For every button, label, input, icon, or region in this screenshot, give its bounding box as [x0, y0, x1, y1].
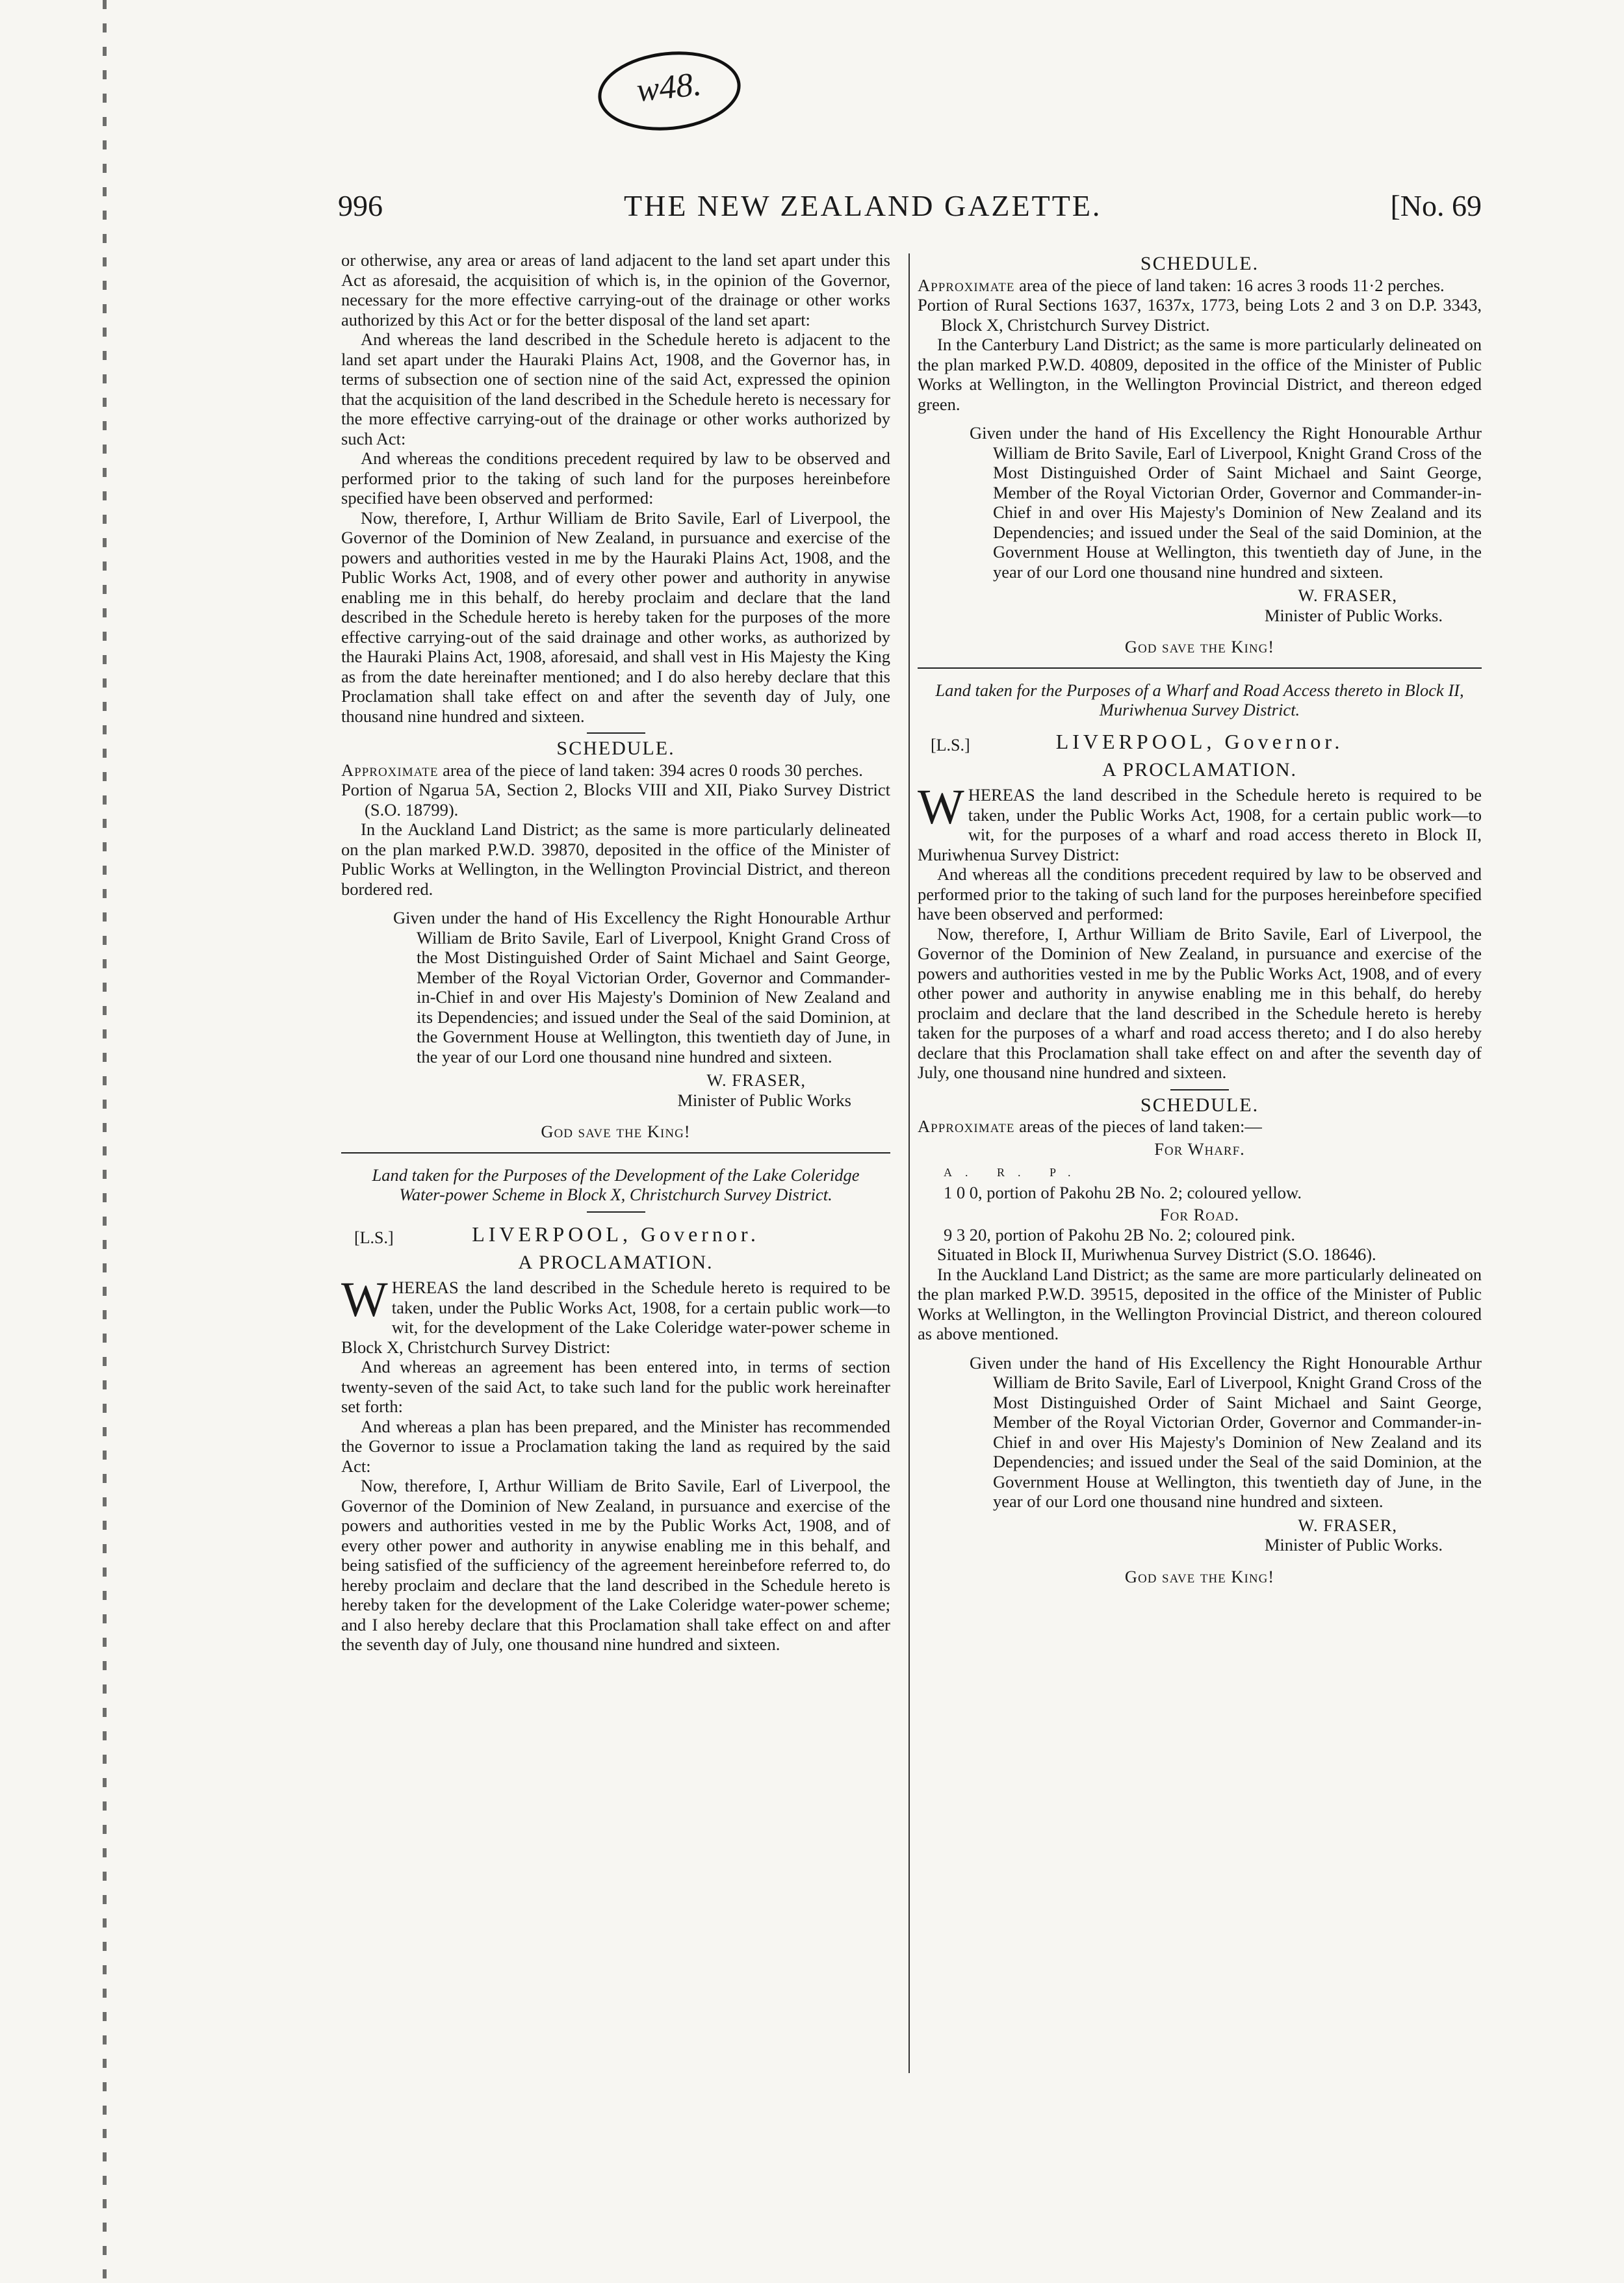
schedule-location: In the Auckland Land District; as the same is more particularly delineated on the plan marked P.W.D. 39870, deposited in the office of the Minister of Public Works at Wellington, in the Wellington Provincial District, and thereon bordered red. [341, 819, 890, 899]
left-column [341, 250, 890, 1655]
schedule-area-label: Approximate [918, 1116, 1015, 1136]
proclamation-title: A PROCLAMATION. [518, 1251, 714, 1273]
gazette-title: THE NEW ZEALAND GAZETTE. [624, 189, 1102, 222]
left-paragraph-4: Now, therefore, I, Arthur William de Brito Savile, Earl of Liverpool, the Governor of the Dominion of New Zealand, in pursuance and exercise of the powers and authorities vested in me by the Hauraki Plains Act, 1908, and the Public Works Act, 1908, and of every other power and authority in anywise enabling me in this behalf, do hereby proclaim and declare that the land described in the Schedule hereto is hereby taken for the purposes of the more effective carrying-out of the said drainage and other works, as authorized by the Hauraki Plains Act, 1908, aforesaid, and shall vest in His Majesty the King as from the date hereinafter mentioned; and I do also hereby declare that this Proclamation shall take effect on and after the seventh day of July, one thousand nine hundred and sixteen. [341, 508, 890, 726]
schedule-heading: SCHEDULE. [1140, 1094, 1259, 1116]
proclamation-paragraph-1 [918, 780, 1482, 864]
wharf-line: 1 0 0, portion of Pakohu 2B No. 2; coloured yellow. [944, 1182, 1302, 1202]
short-rule [587, 732, 645, 734]
column-divider [909, 253, 910, 2073]
issue-number: [No. 69 [1390, 189, 1482, 222]
binding-margin-marks [103, 0, 107, 2283]
left-paragraph-3: And whereas the conditions precedent required by law to be observed and performed prior to the taking of such land for the purposes hereinbefore specified have been observed and performed: [341, 448, 890, 508]
signatory-name: W. FRASER, [1298, 586, 1397, 605]
section-rule [341, 1152, 890, 1154]
schedule-area-text: areas of the pieces of land taken:— [1019, 1116, 1262, 1136]
signatory-name: W. FRASER, [1298, 1515, 1397, 1535]
left-paragraph-1: or otherwise, any area or areas of land adjacent to the land set apart under this Act as aforesaid, the acquisition of which is, in the opinion of the Governor, necessary for the more effective carrying-out of the drainage or other works authorized by this Act or for the better disposal of the land set apart: [341, 250, 890, 329]
short-rule [1170, 1089, 1229, 1090]
proclamation-paragraph-3: And whereas a plan has been prepared, and the Minister has recommended the Governor to issue a Proclamation taking the land as required by the said Act: [341, 1416, 890, 1476]
schedule-location: In the Canterbury Land District; as the same is more particularly delineated on the plan marked P.W.D. 40809, deposited in the office of the Minister of Public Works at Wellington, in the Wellington Provincial District, and thereon edged green. [918, 335, 1482, 414]
god-save-the-king: God save the King! [1124, 637, 1275, 656]
schedule-area-label: Approximate [341, 760, 439, 780]
right-column [918, 250, 1482, 1586]
schedule-area-text: area of the piece of land taken: 16 acres 3 roods 11·2 perches. [1019, 275, 1445, 295]
schedule-area [341, 760, 890, 780]
short-rule [587, 1211, 645, 1213]
schedule-portion: Portion of Ngarua 5A, Section 2, Blocks VIII and XII, Piako Survey District (S.O. 18799). [341, 780, 890, 819]
signatory-name: W. FRASER, [706, 1070, 806, 1090]
schedule-location: In the Auckland Land District; as the same are more particularly delineated on the plan marked P.W.D. 39515, deposited in the office of the Minister of Public Works at Wellington, in the Wellington Provincial District, and thereon coloured as above mentioned. [918, 1264, 1482, 1343]
signatory-title: Minister of Public Works. [1264, 605, 1443, 625]
schedule-heading: SCHEDULE. [1140, 253, 1259, 274]
signatory-title: Minister of Public Works [677, 1090, 851, 1110]
god-save-the-king: God save the King! [541, 1122, 691, 1141]
section-title: Land taken for the Purposes of a Wharf and Road Access thereto in Block II, Muriwhenua Survey District. [935, 680, 1464, 719]
drop-cap: W [341, 1272, 388, 1327]
seal-mark: [L.S.] [931, 735, 970, 755]
proclamation-paragraph-4: Now, therefore, I, Arthur William de Brito Savile, Earl of Liverpool, the Governor of the Dominion of New Zealand, in pursuance and exercise of the powers and authorities vested in me by the Public Works Act, 1908, and of every other power and authority in anywise enabling me in this behalf, and being satisfied of the sufficiency of the agreement hereinbefore referred to, do hereby proclaim and declare that the land described in the Schedule hereto is hereby taken for the development of the Lake Coleridge water-power scheme; and I also hereby declare that this Proclamation shall take effect on and after the seventh day of July, one thousand nine hundred and sixteen. [341, 1476, 890, 1654]
stamp-text: w48. [634, 65, 703, 110]
schedule-area-label: Approximate [918, 275, 1015, 295]
proclamation-paragraph-3: Now, therefore, I, Arthur William de Brito Savile, Earl of Liverpool, the Governor of the Dominion of New Zealand, in pursuance and exercise of the powers and authorities vested in me by the Public Works Act, 1908, and of every other power and authority in anywise enabling me in this behalf, do hereby proclaim and declare that the land described in the Schedule hereto is hereby taken for the purposes of a wharf and road access thereto; and I do also hereby declare that this Proclamation shall take effect on and after the seventh day of July, one thousand nine hundred and sixteen. [918, 923, 1482, 1082]
schedule-portion: Portion of Rural Sections 1637, 1637x, 1773, being Lots 2 and 3 on D.P. 3343, Block X, Christchurch Survey District. [918, 295, 1482, 335]
page-number: 996 [338, 189, 383, 222]
proclamation-text-1: HEREAS the land described in the Schedule hereto is required to be taken, under the Public Works Act, 1908, for a certain public work—to wit, for the purposes of a wharf and road access thereto in Block II, Muriwhenua Survey District: [918, 785, 1482, 864]
seal-mark: [L.S.] [354, 1228, 394, 1247]
for-wharf-heading: For Wharf. [1154, 1139, 1245, 1159]
arp-heading: A. R. P. [944, 1166, 1084, 1179]
handwritten-stamp [594, 45, 744, 137]
section-title: Land taken for the Purposes of the Development of the Lake Coleridge Water-power Scheme in Block X, Christchurch Survey District. [372, 1165, 860, 1204]
proclamation-paragraph-2: And whereas all the conditions precedent required by law to be observed and performed prior to the taking of such land for the purposes hereinbefore specified have been observed and performed: [918, 864, 1482, 923]
given-under-hand: Given under the hand of His Excellency the Right Honourable Arthur William de Brito Savile, Earl of Liverpool, Knight Grand Cross of the Most Distinguished Order of Saint Michael and Saint George, Member of the Royal Victorian Order, Governor and Commander-in-Chief in and over His Majesty's Dominion of New Zealand and its Dependencies; and issued under the Seal of the said Dominion, at the Government House at Wellington, this twentieth day of June, in the year of our Lord one thousand nine hundred and sixteen. [970, 1352, 1482, 1511]
governor-name: LIVERPOOL, Governor. [472, 1222, 760, 1246]
proclamation-paragraph-1 [341, 1272, 890, 1357]
given-under-hand: Given under the hand of His Excellency the Right Honourable Arthur William de Brito Savile, Earl of Liverpool, Knight Grand Cross of the Most Distinguished Order of Saint Michael and Saint George, Member of the Royal Victorian Order, Governor and Commander-in-Chief in and over His Majesty's Dominion of New Zealand and its Dependencies; and issued under the Seal of the said Dominion, at the Government House at Wellington, this twentieth day of June, in the year of our Lord one thousand nine hundred and sixteen. [393, 908, 890, 1066]
section-rule [918, 667, 1482, 669]
schedule-heading: SCHEDULE. [556, 738, 675, 759]
drop-cap: W [918, 780, 964, 834]
schedule-area-text: area of the piece of land taken: 394 acres 0 roods 30 perches. [443, 760, 863, 780]
for-road-heading: For Road. [1159, 1205, 1240, 1224]
given-under-hand: Given under the hand of His Excellency the Right Honourable Arthur William de Brito Savile, Earl of Liverpool, Knight Grand Cross of the Most Distinguished Order of Saint Michael and Saint George, Member of the Royal Victorian Order, Governor and Commander-in-Chief in and over His Majesty's Dominion of New Zealand and its Dependencies; and issued under the Seal of the said Dominion, at the Government House at Wellington, this twentieth day of June, in the year of our Lord one thousand nine hundred and sixteen. [970, 423, 1482, 582]
signatory-title: Minister of Public Works. [1264, 1535, 1443, 1554]
left-paragraph-2: And whereas the land described in the Schedule hereto is adjacent to the land set apart under the Hauraki Plains Act, 1908, and the Governor has, in terms of subsection one of section nine of the said Act, expressed the opinion that the acquisition of the land described in the Schedule hereto is necessary for the more effective carrying-out of the drainage or other works authorized by such Act: [341, 329, 890, 448]
schedule-area [918, 276, 1482, 296]
governor-name: LIVERPOOL, Governor. [1055, 729, 1344, 753]
proclamation-text-1: HEREAS the land described in the Schedule hereto is required to be taken, under the Public Works Act, 1908, for a certain public work—to wit, for the development of the Lake Coleridge water-power scheme in Block X, Christchurch Survey District: [341, 1278, 890, 1357]
god-save-the-king: God save the King! [1124, 1566, 1275, 1586]
governor-line [341, 1224, 890, 1253]
road-line: 9 3 20, portion of Pakohu 2B No. 2; coloured pink. [944, 1224, 1295, 1245]
proclamation-title: A PROCLAMATION. [1102, 758, 1298, 780]
page-header [338, 182, 1482, 234]
schedule-area [918, 1116, 1482, 1137]
situated-text: Situated in Block II, Muriwhenua Survey District (S.O. 18646). [937, 1245, 1376, 1264]
proclamation-paragraph-2: And whereas an agreement has been entered into, in terms of section twenty-seven of the said Act, to take such land for the public work hereinafter set forth: [341, 1357, 890, 1416]
governor-line [918, 729, 1482, 760]
